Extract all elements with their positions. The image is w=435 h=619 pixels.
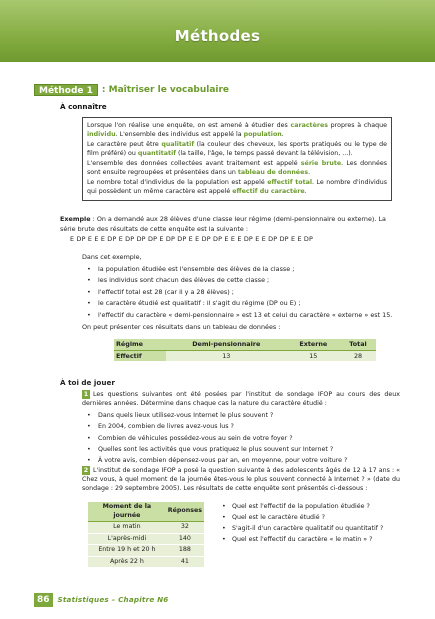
table-row bbox=[88, 545, 204, 557]
definitions-box bbox=[82, 117, 392, 201]
text-run: Le caractère peut être bbox=[87, 140, 162, 148]
list-item: • Quelles sont les activités que vous pratiquez le plus souvent sur Internet ? bbox=[82, 445, 400, 454]
exercise-text: L'institut de sondage IFOP a posé la question suivante à des adolescents âgés de 12 à 17 ans : « Chez vous, à quel moment de la journée êtes-vous le plus souvent connecté à Internet ? » (date du sondage : 29 septembre 2005). Les résultats de cette enquête sont présentés ci-dessous : bbox=[82, 467, 400, 493]
explanation-list bbox=[82, 265, 400, 321]
text-run: . Le nombre d'individus qui possèdent un même caractère est appelé bbox=[87, 178, 387, 196]
example-paragraph bbox=[60, 215, 400, 234]
list-item: • l'effectif total est 28 (car il y a 28 élèves) ; bbox=[82, 288, 400, 298]
key-term: individu bbox=[87, 131, 116, 139]
text-run: . bbox=[281, 131, 284, 139]
table-header: Réponses bbox=[166, 502, 204, 522]
example-text: : On a demandé aux 28 élèves d'une classe leur régime (demi-pensionnaire ou externe). La série brute des résultats de cette enquête est la suivante : bbox=[60, 215, 386, 233]
question-list bbox=[220, 502, 400, 545]
table-header: Total bbox=[340, 339, 376, 350]
list-item: • Combien de véhicules possédez-vous au sein de votre foyer ? bbox=[82, 434, 400, 443]
example-label: Exemple bbox=[60, 215, 91, 223]
example-explanation bbox=[82, 253, 400, 332]
table-cell: L'après-midi bbox=[88, 533, 166, 545]
list-item: • la population étudiée est l'ensemble des élèves de la classe ; bbox=[82, 265, 400, 275]
text-run: . bbox=[308, 169, 311, 177]
text-run: L'ensemble des données collectées avant traitement est appelé bbox=[87, 159, 301, 167]
section-heading-a-connaitre: À connaître bbox=[60, 102, 107, 111]
exercise-1 bbox=[82, 390, 400, 467]
text-run: (la taille, l'âge, le temps passé devant la télévision, ...). bbox=[175, 150, 353, 158]
table-cell: 32 bbox=[166, 522, 204, 534]
table-cell: 41 bbox=[166, 556, 204, 568]
exercise-questions bbox=[82, 411, 400, 465]
method-heading bbox=[34, 84, 229, 96]
table-cell: 13 bbox=[166, 350, 287, 361]
key-term: population bbox=[243, 131, 282, 139]
table-cell: 188 bbox=[166, 545, 204, 557]
key-term: qualitatif bbox=[161, 140, 195, 148]
list-item: • Quel est l'effectif de la population étudiée ? bbox=[220, 502, 400, 511]
table-row-label: Effectif bbox=[114, 350, 166, 361]
header-banner bbox=[0, 0, 435, 62]
text-run: Lorsque l'on réalise une enquête, on est amené à étudier des bbox=[87, 122, 291, 129]
list-item: • En 2004, combien de livres avez-vous lus ? bbox=[82, 422, 400, 431]
key-term: caractères bbox=[290, 122, 328, 129]
exercise-2-questions bbox=[220, 502, 400, 547]
text-run: . L'ensemble des individus est appelé la bbox=[115, 131, 244, 139]
text-run: propres à chaque bbox=[327, 122, 387, 129]
definition-paragraph bbox=[87, 178, 387, 197]
page-title: Méthodes bbox=[174, 27, 261, 45]
table-cell: Entre 19 h et 20 h bbox=[88, 545, 166, 557]
list-item: • À votre avis, combien dépensez-vous par an, en moyenne, pour votre voiture ? bbox=[82, 456, 400, 465]
table-row bbox=[88, 522, 204, 534]
results-table bbox=[114, 339, 376, 361]
table-cell: 140 bbox=[166, 533, 204, 545]
exercise-number: 1 bbox=[83, 390, 89, 398]
table-header: Régime bbox=[114, 339, 166, 350]
table-header-row bbox=[114, 339, 376, 350]
table-header: Demi-pensionnaire bbox=[166, 339, 287, 350]
table-row bbox=[88, 533, 204, 545]
key-term: effectif du caractère bbox=[232, 188, 305, 196]
table-cell: 15 bbox=[287, 350, 340, 361]
table-cell: 28 bbox=[340, 350, 376, 361]
explanation-intro: Dans cet exemple, bbox=[82, 253, 142, 261]
text-run: Le nombre total d'individus de la population est appelé bbox=[87, 178, 268, 186]
method-title: : Maîtriser le vocabulaire bbox=[101, 84, 230, 95]
chapter-label: Statistiques – Chapitre N6 bbox=[57, 595, 169, 605]
section-heading-a-toi-de-jouer: À toi de jouer bbox=[60, 378, 115, 387]
exercise-2 bbox=[82, 466, 400, 493]
list-item: • S'agit-il d'un caractère qualitatif ou quantitatif ? bbox=[220, 524, 400, 533]
table-row bbox=[114, 350, 376, 361]
table-header-row bbox=[88, 502, 204, 522]
list-item: • Quel est l'effectif du caractère « le matin » ? bbox=[220, 535, 400, 544]
exercise-number: 2 bbox=[83, 466, 89, 474]
key-term: effectif total bbox=[267, 178, 312, 186]
list-item: • Dans quels lieux utilisez-vous Internet le plus souvent ? bbox=[82, 411, 400, 420]
method-badge: Méthode 1 bbox=[34, 84, 98, 96]
explanation-after: On peut présenter ces résultats dans un tableau de données : bbox=[82, 322, 281, 331]
table-cell: Le matin bbox=[88, 522, 166, 534]
table-header: Externe bbox=[287, 339, 340, 350]
list-item: • l'effectif du caractère « demi-pensionnaire » est 13 et celui du caractère « externe » est 15. bbox=[82, 311, 400, 321]
list-item: • les individus sont chacun des élèves de cette classe ; bbox=[82, 276, 400, 286]
table-cell: Après 22 h bbox=[88, 556, 166, 568]
page-footer bbox=[34, 593, 169, 607]
page-number: 86 bbox=[34, 593, 53, 607]
responses-table bbox=[88, 502, 204, 568]
definition-paragraph bbox=[87, 159, 387, 178]
table-header: Moment de la journée bbox=[88, 502, 166, 522]
list-item: • le caractère étudié est qualitatif : il s'agit du régime (DP ou E) ; bbox=[82, 299, 400, 309]
key-term: tableau de données bbox=[237, 169, 309, 177]
key-term: quantitatif bbox=[137, 150, 176, 158]
key-term: série brute bbox=[300, 159, 342, 167]
list-item: • Quel est le caractère étudié ? bbox=[220, 513, 400, 522]
text-run: . bbox=[304, 188, 307, 196]
text-run: . Les données sont ensuite regroupées et présentées dans un bbox=[87, 159, 387, 177]
raw-series: E DP E E E DP E DP DP DP E DP DP E E DP DP E E E DP E E DP DP E E DP bbox=[70, 235, 314, 243]
table-row bbox=[88, 556, 204, 568]
definition-paragraph bbox=[87, 121, 387, 140]
definition-paragraph bbox=[87, 140, 387, 159]
text-run: (la couleur des cheveux, les sports pratiqués ou le type de film préféré) ou bbox=[87, 140, 387, 158]
exercise-text: Les questions suivantes ont été posées par l'institut de sondage IFOP au cours des deux dernières années. Détermine dans chaque cas la nature du caractère étudié : bbox=[82, 391, 400, 408]
